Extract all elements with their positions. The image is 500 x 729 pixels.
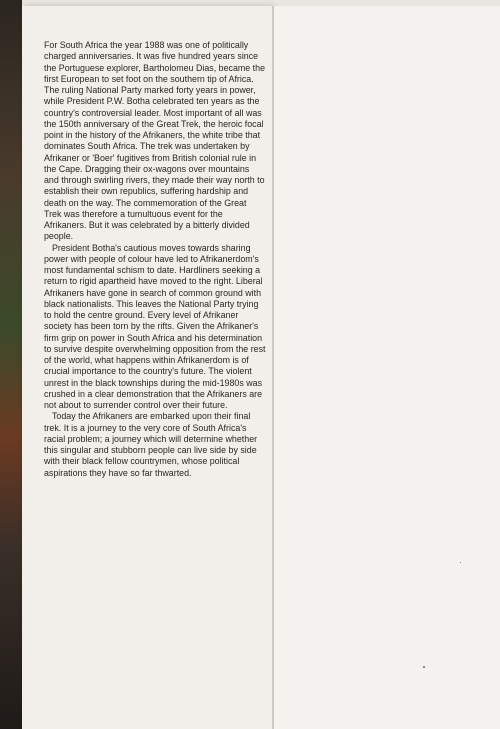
flap-paragraph-1: For South Africa the year 1988 was one of politically charged anniversaries. It was five hundred years since the Portuguese explorer, Bartholomeu Dias, became the first European to set foot on the southern tip of Africa. The ruling National Party marked forty years in power, while President P.W. Botha celebrated ten years as the country's controversial leader. Most important of all was the 150th anniversary of the Great Trek, the heroic focal point in the history of the Afrikaners, the white tribe that dominates South Africa. The trek was undertaken by Afrikaner or 'Boer' fugitives from British colonial rule in the Cape. Dragging their ox-wagons over mountains and through swirling rivers, they made their way north to establish their own republics, suffering hardship and death on the way. The commemoration of the Great Trek was therefore a tumultuous event for the Afrikaners. But it was celebrated by a bitterly divided people. [44, 40, 266, 242]
paper-speck [460, 562, 461, 563]
cover-edge [0, 0, 22, 729]
blank-page [274, 6, 500, 729]
flap-copy [44, 40, 266, 479]
flap-paragraph-2: President Botha's cautious moves towards sharing power with people of colour have led to Afrikanerdom's most fundamental schism to date. Hardliners seeking a return to rigid apartheid have moved to the right. Liberal Afrikaners have gone in search of common ground with black nationalists. This leaves the National Party trying to hold the centre ground. Every level of Afrikaner society has been torn by the rifts. Given the Afrikaner's firm grip on power in South Africa and his determination to survive despite overwhelming opposition from the rest of the world, what happens within Afrikanerdom is of crucial importance to the country's future. The violent unrest in the black townships during the mid-1980s was crushed in a clear demonstration that the Afrikaners are not about to surrender control over their future. [44, 242, 266, 410]
paper-speck [423, 666, 425, 668]
flap-paragraph-3: Today the Afrikaners are embarked upon their final trek. It is a journey to the very core of South Africa's racial problem; a journey which will determine whether this singular and stubborn people can live side by side with their black fellow countrymen, whose political aspirations they have so far thwarted. [44, 411, 258, 478]
